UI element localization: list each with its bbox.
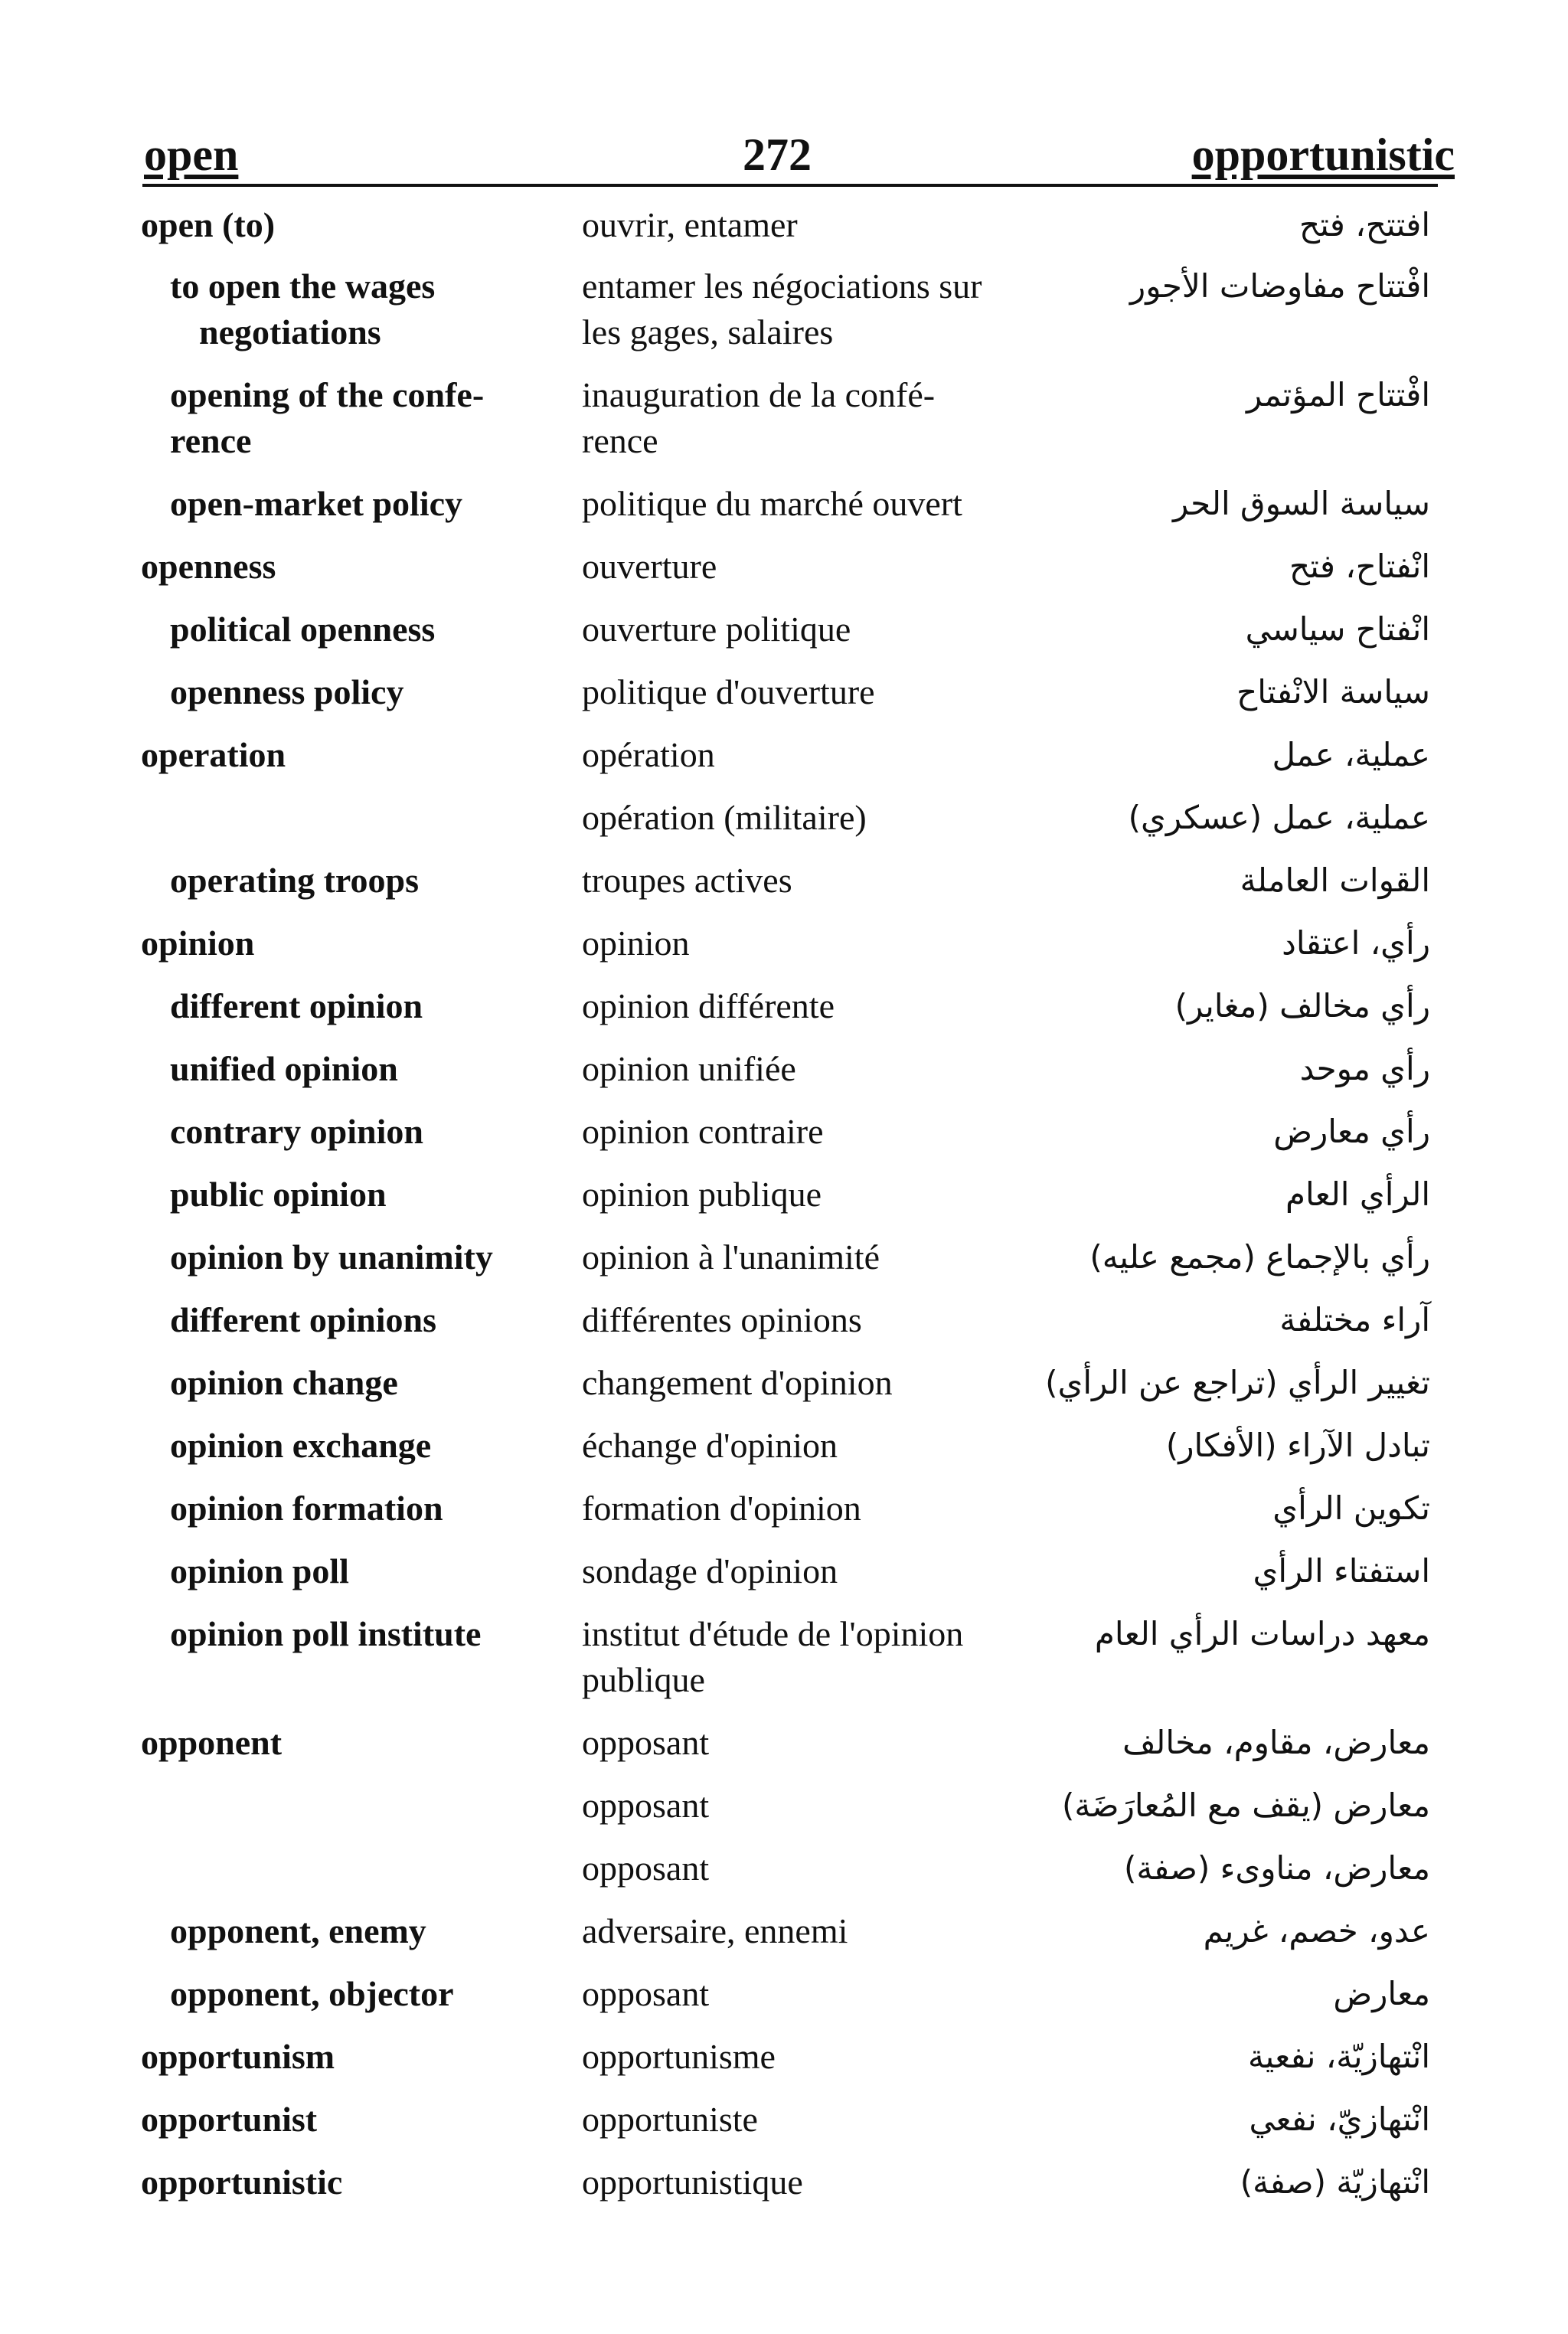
french-translation-text: ouvrir, entamer [582,205,798,244]
english-term-text: openness policy [170,672,404,711]
french-translation-text: changement d'opinion [582,1363,893,1402]
french-translation-text: opportunistique [582,2162,803,2202]
english-term-text: open-market policy [170,484,463,523]
english-term-text: operating troops [170,861,419,900]
english-term-text: opponent, enemy [170,1911,426,1950]
entry-list [0,198,1568,2218]
arabic-translation: استفتاء الرأي [1253,1552,1430,1590]
french-translation-text: formation d'opinion [582,1489,861,1528]
french-translation-text: opinion [582,923,690,963]
arabic-translation: رأي، اعتقاد [1282,924,1430,962]
english-term-continuation: negotiations [199,312,381,351]
arabic-translation: انْتهازيّة، نفعية [1248,2038,1430,2075]
arabic-translation: رأي مخالف (مغاير) [1174,987,1430,1025]
french-translation-text: échange d'opinion [582,1426,838,1465]
arabic-translation: انْتهازيّ، نفعي [1249,2100,1430,2138]
english-term-text: opinion poll institute [170,1614,482,1653]
english-term-text: opinion by unanimity [170,1237,493,1277]
english-term-text: different opinion [170,986,423,1025]
entry-row [0,665,1568,727]
arabic-translation: رأي بالإجماع (مجمع عليه) [1089,1238,1430,1276]
french-translation-text: opération [582,735,715,774]
french-translation-text: ouverture [582,547,717,586]
arabic-translation: آراء مختلفة [1279,1301,1430,1339]
entry-row [0,1418,1568,1481]
arabic-translation: انْفتاح سياسي [1245,610,1430,648]
english-term-text: opinion poll [170,1551,349,1590]
arabic-translation: القوات العاملة [1240,861,1430,899]
english-term-text: opening of the confe- [170,375,485,414]
french-translation-text: différentes opinions [582,1300,862,1339]
english-term-text: opportunism [141,2037,335,2076]
english-term-text: political openness [170,610,436,649]
entry-row [0,1715,1568,1778]
arabic-translation: افْتتاح المؤتمر [1246,376,1430,414]
entry-row [0,1041,1568,1104]
header-last-headword: opportunistic [1191,129,1455,180]
english-term [170,1486,629,1531]
english-term [141,2097,600,2143]
english-term [170,1971,629,2017]
english-term [170,1172,629,1218]
english-term-text: contrary opinion [170,1112,423,1151]
entry-row [0,1544,1568,1607]
french-translation-continuation: publique [582,1660,705,1699]
english-term-text: to open the wages [170,266,436,306]
arabic-translation: معهد دراسات الرأي العام [1094,1615,1430,1652]
entry-row [0,1966,1568,2029]
arabic-translation: سياسة السوق الحر [1172,485,1430,522]
entry-row [0,853,1568,916]
entry-row [0,602,1568,665]
english-term [141,202,600,248]
english-term [141,1720,600,1766]
english-term [170,1360,629,1406]
english-term-text: unified opinion [170,1049,398,1088]
arabic-translation: عدو، خصم، غريم [1203,1912,1430,1950]
english-term-text: opinion formation [170,1489,443,1528]
entry-row [0,979,1568,1041]
english-term-text: opponent [141,1723,283,1762]
arabic-translation: معارض، مناوىء (صفة) [1124,1849,1430,1887]
entry-row [0,198,1568,259]
entry-row [0,2092,1568,2155]
french-translation-text: entamer les négociations sur [582,266,982,306]
french-translation-text: opposant [582,1723,710,1762]
arabic-translation: تبادل الآراء (الأفكار) [1165,1427,1430,1464]
entry-row [0,1778,1568,1841]
french-translation-text: politique du marché ouvert [582,484,962,523]
english-term [141,2159,600,2205]
english-term [170,1109,629,1155]
french-translation-text: opinion à l'unanimité [582,1237,880,1277]
english-term [141,920,600,966]
english-term-text: opponent, objector [170,1974,454,2013]
arabic-translation: عملية، عمل [1272,736,1430,773]
arabic-translation: الرأي العام [1285,1175,1430,1213]
arabic-translation: معارض، مقاوم، مخالف [1122,1724,1430,1761]
entry-row [0,476,1568,539]
french-translation-text: opinion publique [582,1175,822,1214]
french-translation-continuation: les gages, salaires [582,312,834,351]
entry-row [0,1607,1568,1715]
english-term [170,1234,629,1280]
english-term-text: open (to) [141,205,276,244]
english-term [170,1423,629,1469]
french-translation-text: opération (militaire) [582,798,867,837]
english-term [170,606,629,652]
english-term [170,1908,629,1954]
french-translation-text: institut d'étude de l'opinion [582,1614,964,1653]
french-translation-text: inauguration de la confé- [582,375,936,414]
french-translation-text: opportuniste [582,2100,758,2139]
english-term [141,544,600,590]
french-translation-text: opposant [582,1849,710,1888]
entry-row [0,1841,1568,1904]
english-term [170,983,629,1029]
arabic-translation: انْتهازيّة (صفة) [1240,2163,1430,2201]
english-term-text: public opinion [170,1175,387,1214]
page-header [138,127,1455,188]
arabic-translation: معارض [1333,1975,1430,2012]
french-translation-text: opposant [582,1974,710,2013]
arabic-translation: تغيير الرأي (تراجع عن الرأي) [1045,1364,1430,1401]
english-term-text: openness [141,547,276,586]
arabic-translation: عملية، عمل (عسكري) [1128,799,1430,836]
french-translation-text: opinion différente [582,986,835,1025]
french-translation-text: opportunisme [582,2037,776,2076]
entry-row [0,1355,1568,1418]
english-term [170,1611,629,1657]
entry-row [0,727,1568,790]
french-translation-text: opinion contraire [582,1112,824,1151]
french-translation-text: adversaire, ennemi [582,1911,848,1950]
french-translation-text: opinion unifiée [582,1049,796,1088]
arabic-translation: رأي موحد [1299,1050,1430,1087]
english-term [170,1548,629,1594]
english-term [170,263,629,355]
entry-row [0,1104,1568,1167]
arabic-translation: انْفتاح، فتح [1289,548,1430,585]
entry-row [0,259,1568,368]
entry-row [0,1481,1568,1544]
english-term [170,858,629,904]
arabic-translation: معارض (يقف مع المُعارَضَة) [1062,1786,1430,1824]
page-number: 272 [743,129,812,180]
entry-row [0,1167,1568,1230]
english-term-text: different opinions [170,1300,437,1339]
english-term-text: opportunistic [141,2162,343,2202]
french-translation-text: politique d'ouverture [582,672,875,711]
english-term [170,1046,629,1092]
english-term-text: opinion change [170,1363,398,1402]
header-rule [142,184,1438,187]
entry-row [0,1293,1568,1355]
english-term [141,2034,600,2080]
entry-row [0,2029,1568,2092]
entry-row [0,539,1568,602]
arabic-translation: افْتتاح مفاوضات الأجور [1129,267,1430,305]
header-first-headword: open [144,129,239,180]
english-term [141,732,600,778]
entry-row [0,2155,1568,2218]
entry-row [0,368,1568,476]
arabic-translation: تكوين الرأي [1272,1489,1430,1527]
arabic-translation: افتتح، فتح [1299,206,1430,244]
english-term-text: opinion exchange [170,1426,432,1465]
french-translation-continuation: rence [582,421,658,460]
english-term [170,1297,629,1343]
entry-row [0,790,1568,853]
english-term-text: operation [141,735,286,774]
english-term-text: opinion [141,923,255,963]
english-term [170,372,629,464]
french-translation-text: sondage d'opinion [582,1551,838,1590]
english-term [170,481,629,527]
english-term-continuation: rence [170,421,252,460]
french-translation-text: opposant [582,1786,710,1825]
entry-row [0,1230,1568,1293]
entry-row [0,916,1568,979]
arabic-translation: رأي معارض [1273,1113,1430,1150]
french-translation-text: troupes actives [582,861,792,900]
english-term-text: opportunist [141,2100,318,2139]
arabic-translation: سياسة الانْفتاح [1236,673,1430,711]
entry-row [0,1904,1568,1966]
english-term [170,669,629,715]
french-translation-text: ouverture politique [582,610,851,649]
